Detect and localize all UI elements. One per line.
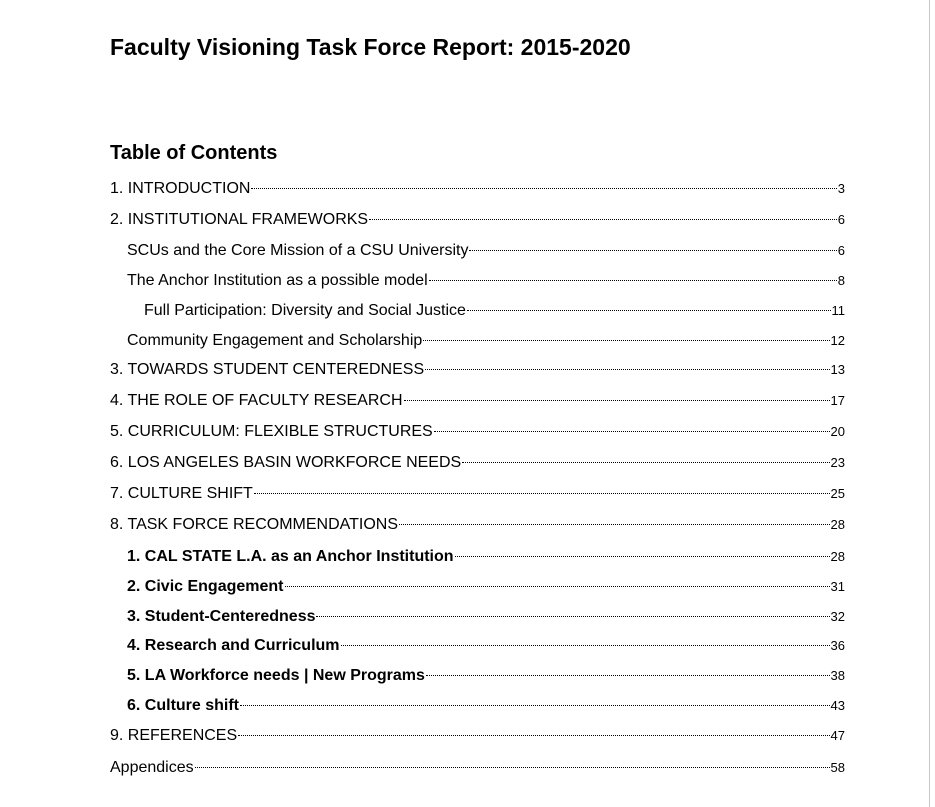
- toc-entry-rec-civic-engagement[interactable]: [127, 572, 845, 602]
- dot-leader: [467, 310, 831, 311]
- dot-leader: [425, 369, 829, 370]
- toc-entry-label: Appendices: [110, 759, 194, 776]
- dot-leader: [240, 705, 830, 706]
- toc-entry-label: 3. Student-Centeredness: [127, 608, 316, 625]
- toc-entry-page-number: 28: [830, 549, 845, 564]
- toc-entry-appendices[interactable]: [110, 753, 845, 783]
- dot-leader: [369, 219, 837, 220]
- toc-entry-page-number: 12: [830, 333, 845, 348]
- toc-entry-page-number: 47: [830, 728, 845, 743]
- toc-entry-label: 4. THE ROLE OF FACULTY RESEARCH: [110, 392, 403, 409]
- toc-entry-label: 2. INSTITUTIONAL FRAMEWORKS: [110, 211, 369, 228]
- toc-entry-label: 1. INTRODUCTION: [110, 180, 251, 197]
- toc-entry-label: SCUs and the Core Mission of a CSU University: [127, 242, 469, 259]
- toc-entry-introduction[interactable]: [110, 174, 845, 204]
- dot-leader: [251, 188, 836, 189]
- toc-entry-page-number: 32: [830, 609, 845, 624]
- toc-entry-label: 8. TASK FORCE RECOMMENDATIONS: [110, 516, 399, 533]
- dot-leader: [434, 431, 830, 432]
- toc-entry-label: 9. REFERENCES: [110, 727, 238, 744]
- toc-entry-page-number: 3: [837, 181, 845, 196]
- dot-leader: [455, 556, 830, 557]
- toc-entry-label: 5. CURRICULUM: FLEXIBLE STRUCTURES: [110, 423, 433, 440]
- toc-entry-page-number: 6: [837, 212, 845, 227]
- toc-entry-student-centeredness[interactable]: [110, 355, 845, 385]
- toc-entry-page-number: 36: [830, 638, 845, 653]
- page-edge: [929, 0, 930, 807]
- toc-entry-page-number: 28: [830, 517, 845, 532]
- toc-entry-faculty-research[interactable]: [110, 386, 845, 416]
- toc-entry-page-number: 6: [837, 243, 845, 258]
- dot-leader: [341, 645, 830, 646]
- toc-entry-rec-research-curriculum[interactable]: [127, 631, 845, 661]
- toc-entry-rec-student-centeredness[interactable]: [127, 602, 845, 632]
- toc-entry-workforce-needs[interactable]: [110, 448, 845, 478]
- toc-entry-scus-core-mission[interactable]: [127, 236, 845, 266]
- toc-entry-full-participation[interactable]: [144, 296, 845, 326]
- toc-entry-label: 6. Culture shift: [127, 697, 240, 714]
- toc-entry-page-number: 23: [830, 455, 845, 470]
- toc-entry-label: 5. LA Workforce needs | New Programs: [127, 667, 425, 684]
- toc-entry-label: 3. TOWARDS STUDENT CENTEREDNESS: [110, 361, 425, 378]
- toc-heading: Table of Contents: [110, 142, 278, 164]
- toc-entry-page-number: 58: [830, 760, 845, 775]
- toc-entry-page-number: 13: [830, 362, 845, 377]
- toc-entry-label: 6. LOS ANGELES BASIN WORKFORCE NEEDS: [110, 454, 462, 471]
- dot-leader: [462, 462, 829, 463]
- dot-leader: [254, 493, 830, 494]
- toc-entry-rec-culture-shift[interactable]: [127, 691, 845, 721]
- toc-entry-page-number: 20: [830, 424, 845, 439]
- dot-leader: [469, 250, 836, 251]
- toc-entry-culture-shift[interactable]: [110, 479, 845, 509]
- dot-leader: [404, 400, 830, 401]
- toc-entry-label: 7. CULTURE SHIFT: [110, 485, 253, 502]
- toc-entry-anchor-institution-model[interactable]: [127, 266, 845, 296]
- toc-entry-curriculum[interactable]: [110, 417, 845, 447]
- toc-entry-task-force-recommendations[interactable]: [110, 510, 845, 540]
- toc-entry-references[interactable]: [110, 721, 845, 751]
- toc-entry-page-number: 38: [830, 668, 845, 683]
- toc-entry-institutional-frameworks[interactable]: [110, 205, 845, 235]
- toc-entry-page-number: 25: [830, 486, 845, 501]
- document-title: Faculty Visioning Task Force Report: 2015-2020: [110, 34, 631, 60]
- toc-entry-label: 2. Civic Engagement: [127, 578, 284, 595]
- toc-entry-label: Community Engagement and Scholarship: [127, 332, 423, 349]
- dot-leader: [423, 340, 829, 341]
- toc-entry-rec-anchor-institution[interactable]: [127, 542, 845, 572]
- dot-leader: [195, 767, 830, 768]
- toc-entry-label: 4. Research and Curriculum: [127, 637, 340, 654]
- toc-entry-community-engagement[interactable]: [127, 326, 845, 356]
- dot-leader: [238, 735, 829, 736]
- toc-entry-page-number: 31: [830, 579, 845, 594]
- dot-leader: [316, 616, 829, 617]
- toc-entry-label: Full Participation: Diversity and Social Justice: [144, 302, 466, 319]
- toc-entry-page-number: 43: [830, 698, 845, 713]
- toc-entry-page-number: 11: [831, 303, 845, 318]
- toc-entry-page-number: 8: [837, 273, 845, 288]
- toc-entry-rec-la-workforce[interactable]: [127, 661, 845, 691]
- dot-leader: [285, 586, 830, 587]
- dot-leader: [429, 280, 837, 281]
- toc-entry-label: 1. CAL STATE L.A. as an Anchor Institution: [127, 548, 454, 565]
- dot-leader: [399, 524, 830, 525]
- toc-entry-label: The Anchor Institution as a possible model: [127, 272, 428, 289]
- toc-entry-page-number: 17: [830, 393, 845, 408]
- dot-leader: [426, 675, 830, 676]
